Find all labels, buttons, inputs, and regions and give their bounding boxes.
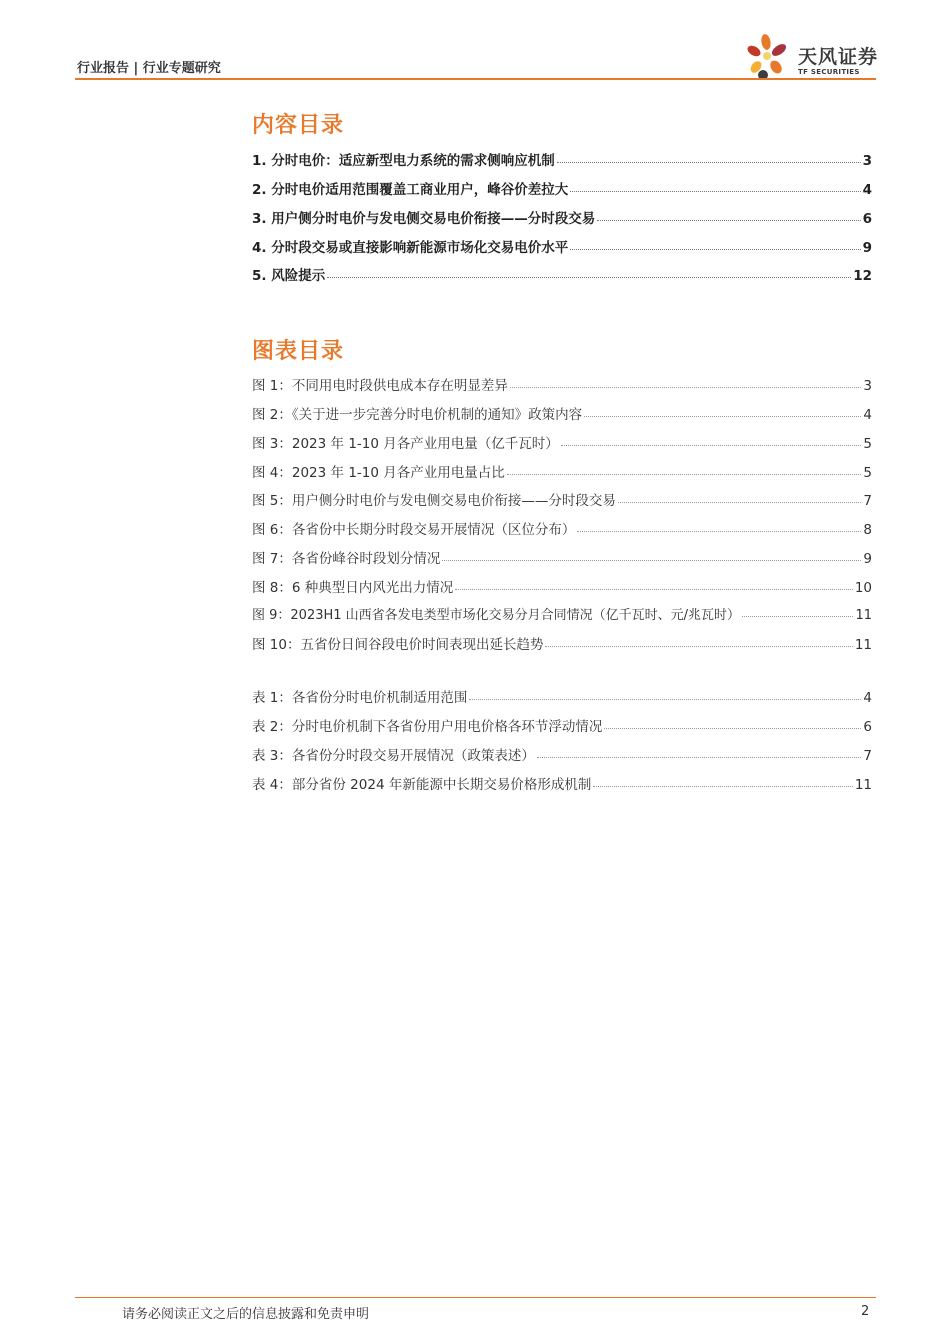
figure-item-label: 图 6：各省份中长期分时段交易开展情况（区位分布） [252, 522, 576, 538]
toc-item-page: 9 [862, 240, 872, 256]
figure-item-label: 图 8：6 种典型日内风光出力情况 [252, 580, 454, 596]
toc-leader [469, 699, 861, 700]
toc-leader [570, 191, 860, 192]
figure-item[interactable] [252, 633, 872, 653]
figure-item[interactable] [252, 432, 872, 452]
footer-divider [75, 1297, 876, 1298]
toc-leader [570, 249, 860, 250]
toc-item[interactable] [252, 178, 872, 198]
toc-item-label: 1. 分时电价：适应新型电力系统的需求侧响应机制 [252, 153, 555, 169]
toc-item[interactable] [252, 236, 872, 256]
toc-item-page: 12 [853, 268, 872, 284]
toc-item-page: 3 [862, 153, 872, 169]
figure-item[interactable] [252, 489, 872, 509]
figure-item[interactable] [252, 547, 872, 567]
table-item-page: 7 [863, 748, 872, 764]
figure-item-page: 5 [863, 465, 872, 481]
toc-leader [597, 220, 860, 221]
table-item[interactable] [252, 715, 872, 735]
report-category: 行业报告 | 行业专题研究 [77, 61, 221, 76]
figure-item-label: 图 10：五省份日间谷段电价时间表现出延长趋势 [252, 637, 544, 653]
table-item-page: 6 [863, 719, 872, 735]
table-item-label: 表 4：部分省份 2024 年新能源中长期交易价格形成机制 [252, 777, 592, 793]
toc-item-label: 5. 风险提示 [252, 268, 326, 284]
toc-leader [327, 277, 851, 278]
table-item-page: 11 [854, 777, 872, 793]
table-item-label: 表 2：分时电价机制下各省份用户用电价格各环节浮动情况 [252, 719, 603, 735]
header-divider [75, 78, 876, 80]
toc-leader [742, 616, 853, 617]
toc-item[interactable] [252, 149, 872, 169]
brand-name-cn: 天风证券 [798, 46, 879, 68]
page-number: 2 [861, 1304, 870, 1319]
figure-item-label: 图 5：用户侧分时电价与发电侧交易电价衔接——分时段交易 [252, 493, 616, 509]
figure-item-page: 5 [863, 436, 872, 452]
figure-item-label: 图 2：《关于进一步完善分时电价机制的通知》政策内容 [252, 407, 583, 423]
toc-leader [545, 646, 852, 647]
figure-item-page: 11 [855, 608, 872, 623]
contents-title: 内容目录 [252, 113, 345, 138]
brand-name-en: TF SECURITIES [798, 68, 860, 76]
brand-logo [746, 30, 881, 82]
figure-item[interactable] [252, 403, 872, 423]
toc-item[interactable] [252, 207, 872, 227]
figure-item[interactable] [252, 461, 872, 481]
flower-logo-icon [746, 30, 798, 82]
table-item[interactable] [252, 686, 872, 706]
toc-leader [507, 474, 862, 475]
table-item-label: 表 1：各省份分时电价机制适用范围 [252, 690, 468, 706]
figure-item-label: 图 3：2023 年 1-10 月各产业用电量（亿千瓦时） [252, 436, 559, 452]
table-item-label: 表 3：各省份分时段交易开展情况（政策表述） [252, 748, 535, 764]
table-item[interactable] [252, 773, 872, 793]
figures-title: 图表目录 [252, 339, 345, 364]
toc-item-label: 2. 分时电价适用范围覆盖工商业用户，峰谷价差拉大 [252, 182, 569, 198]
toc-leader [577, 531, 861, 532]
figure-item-page: 9 [863, 551, 872, 567]
table-item-page: 4 [863, 690, 872, 706]
toc-leader [455, 589, 853, 590]
toc-item-page: 6 [862, 211, 872, 227]
toc-item[interactable] [252, 264, 872, 284]
figure-item-page: 3 [863, 378, 872, 394]
disclaimer-text: 请务必阅读正文之后的信息披露和免责申明 [122, 1307, 370, 1322]
table-item[interactable] [252, 744, 872, 764]
figure-item-label: 图 9：2023H1 山西省各发电类型市场化交易分月合同情况（亿千瓦时、元/兆瓦时） [252, 608, 741, 623]
toc-leader [510, 387, 862, 388]
toc-leader [561, 445, 862, 446]
toc-item-label: 4. 分时段交易或直接影响新能源市场化交易电价水平 [252, 240, 569, 256]
toc-leader [604, 728, 861, 729]
toc-item-label: 3. 用户侧分时电价与发电侧交易电价衔接——分时段交易 [252, 211, 596, 227]
toc-leader [537, 757, 862, 758]
figure-item[interactable] [252, 518, 872, 538]
figure-item[interactable] [252, 374, 872, 394]
figure-item-page: 11 [854, 637, 872, 653]
figure-item-page: 8 [863, 522, 872, 538]
toc-leader [593, 786, 852, 787]
toc-leader [442, 560, 861, 561]
figure-item[interactable] [252, 576, 872, 596]
figure-item-page: 7 [863, 493, 872, 509]
figure-item-page: 4 [863, 407, 872, 423]
figure-item[interactable] [252, 604, 872, 623]
toc-leader [557, 162, 861, 163]
figure-item-label: 图 4：2023 年 1-10 月各产业用电量占比 [252, 465, 505, 481]
toc-leader [618, 502, 862, 503]
toc-leader [584, 416, 861, 417]
toc-item-page: 4 [862, 182, 872, 198]
figure-item-page: 10 [854, 580, 872, 596]
figure-item-label: 图 1：不同用电时段供电成本存在明显差异 [252, 378, 508, 394]
figure-item-label: 图 7：各省份峰谷时段划分情况 [252, 551, 441, 567]
